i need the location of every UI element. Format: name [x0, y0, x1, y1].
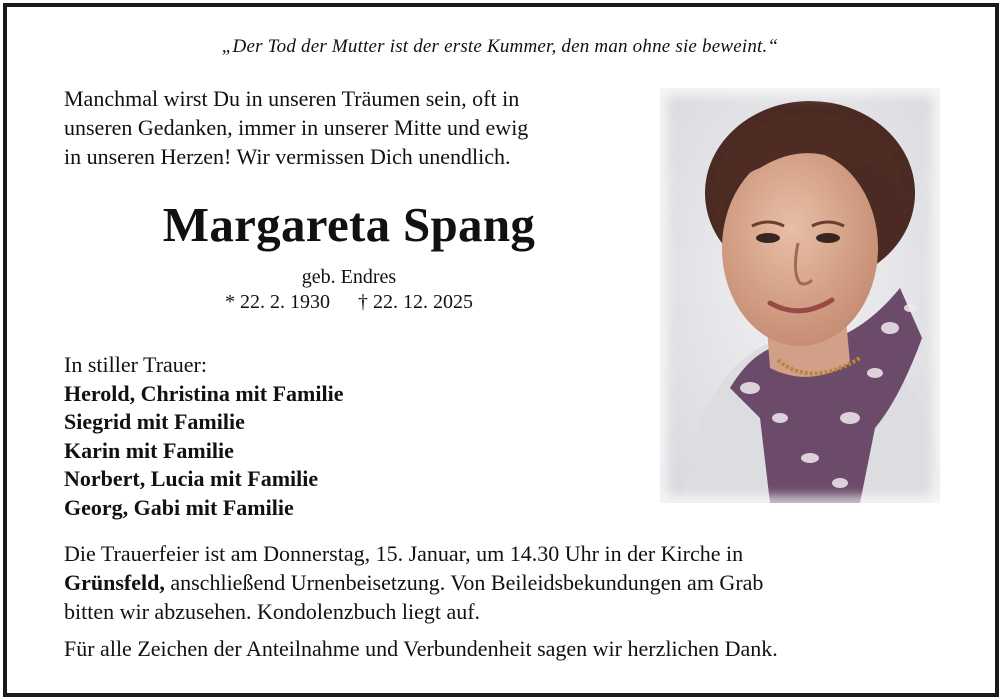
ceremony-line: Die Trauerfeier ist am Donnerstag, 15. Januar, um 14.30 Uhr in der Kirche in [64, 541, 744, 566]
mourner-entry: Georg, Gabi mit Familie [64, 494, 294, 520]
intro-text [64, 84, 644, 171]
birth-date: * 22. 2. 1930 [225, 291, 330, 313]
intro-line: Manchmal wirst Du in unseren Träumen sein, oft in [64, 86, 520, 111]
ceremony-line: bitten wir abzusehen. Kondolenzbuch liegt auf. [64, 599, 481, 624]
mourners-list [64, 351, 343, 522]
life-dates [64, 291, 634, 314]
mourner-entry: Karin mit Familie [64, 437, 234, 463]
quote: „Der Tod der Mutter ist der erste Kummer, den man ohne sie beweint.“ [221, 36, 779, 57]
mourner-entry: Herold, Christina mit Familie [64, 380, 344, 406]
intro-line: unseren Gedanken, immer in unserer Mitte und ewig [64, 115, 529, 140]
ceremony-text [64, 539, 944, 626]
death-date: † 22. 12. 2025 [358, 291, 473, 313]
mourners-heading: In stiller Trauer: [64, 352, 207, 377]
thanks-text: Für alle Zeichen der Anteilnahme und Verbundenheit sagen wir herzlichen Dank. [64, 636, 778, 661]
mourner-entry: Siegrid mit Familie [64, 409, 245, 434]
maiden-name: geb. Endres [301, 266, 397, 288]
ceremony-line-rest: anschließend Urnenbeisetzung. Von Beileidsbekundungen am Grab [164, 570, 764, 595]
intro-line: in unseren Herzen! Wir vermissen Dich unendlich. [64, 144, 511, 169]
ceremony-line [64, 568, 944, 597]
portrait-photo [660, 88, 940, 503]
ceremony-place: Grünsfeld, [64, 570, 165, 595]
mourner-entry: Norbert, Lucia mit Familie [64, 466, 319, 491]
deceased-name: Margareta Spang [162, 197, 536, 252]
